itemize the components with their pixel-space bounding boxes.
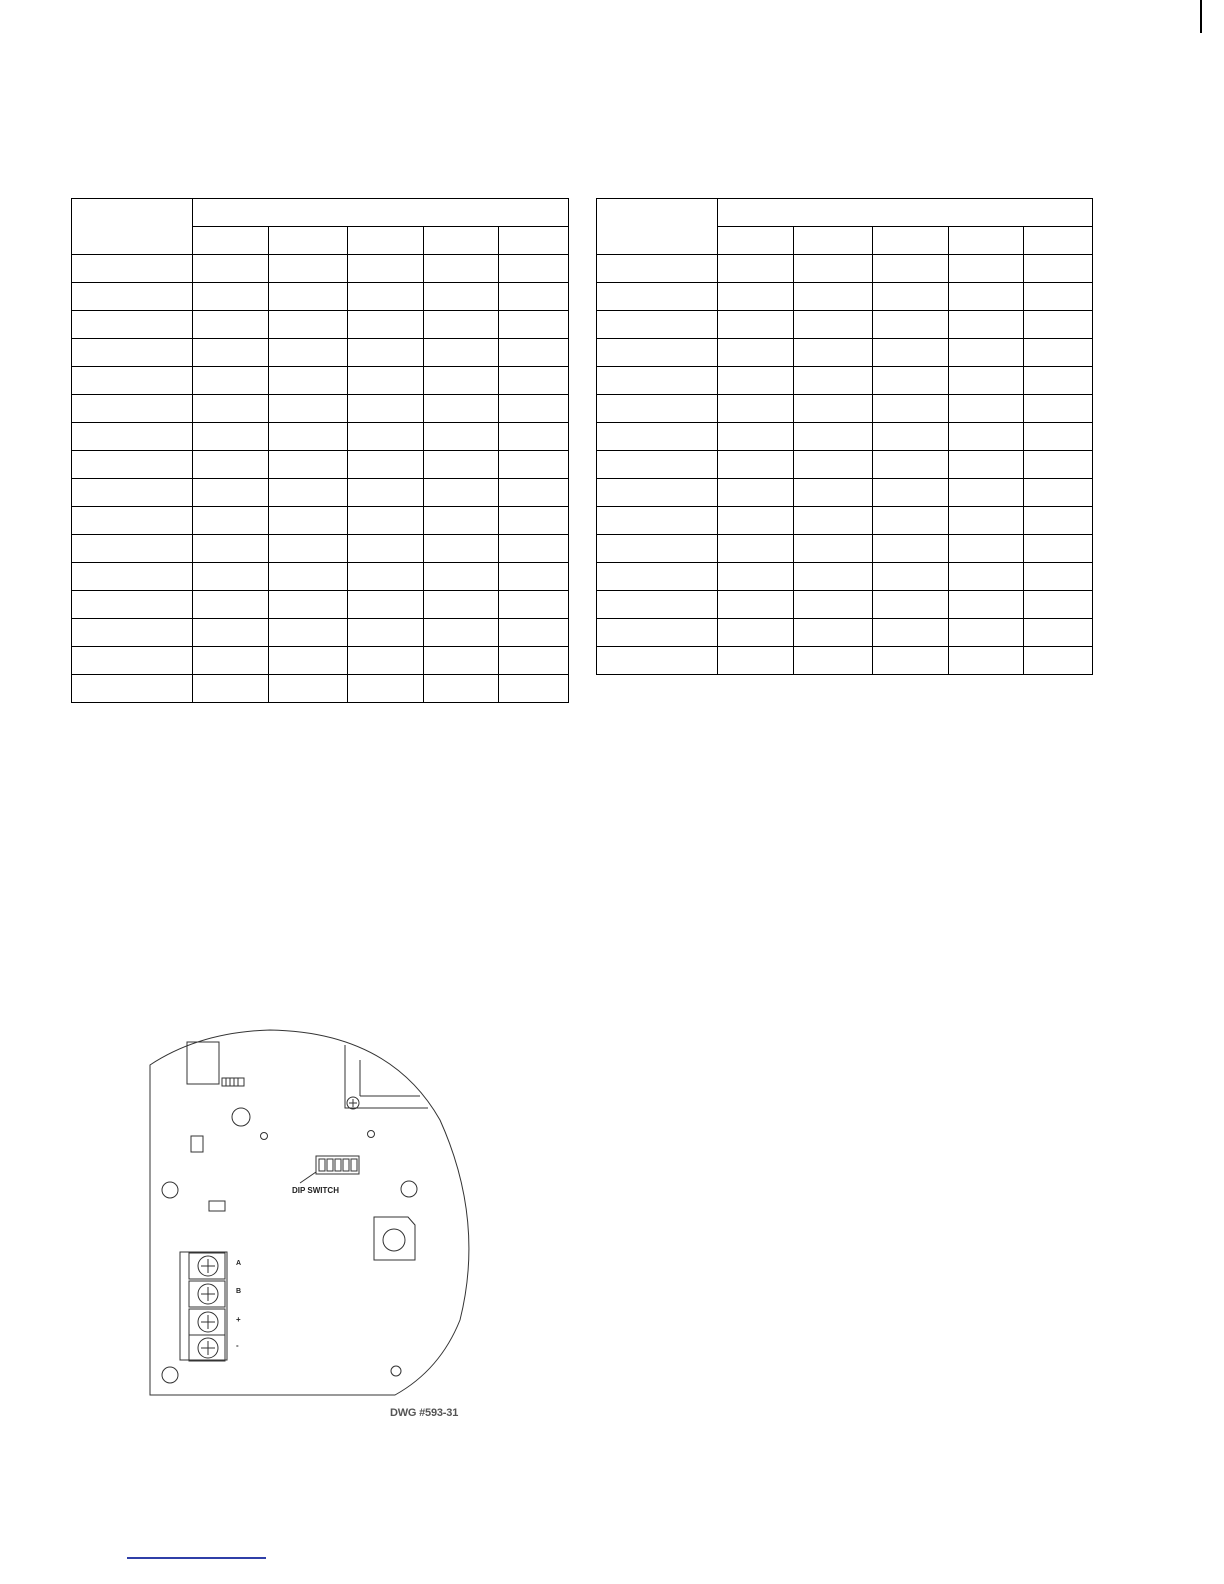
table-cell — [718, 563, 794, 591]
header-cell — [424, 227, 499, 255]
table-cell — [269, 591, 348, 619]
table-cell — [1024, 507, 1093, 535]
potentiometer — [374, 1217, 415, 1260]
table-cell — [873, 255, 949, 283]
table-cell — [269, 283, 348, 311]
table-cell — [873, 283, 949, 311]
table-cell — [949, 451, 1024, 479]
table-cell — [597, 283, 718, 311]
table-cell — [348, 647, 424, 675]
table-cell — [499, 647, 569, 675]
table-cell — [269, 619, 348, 647]
table-row — [597, 395, 1093, 423]
table-cell — [72, 675, 193, 703]
board-outline — [150, 1030, 469, 1395]
table-row — [72, 619, 569, 647]
table-cell — [72, 647, 193, 675]
table-cell — [348, 451, 424, 479]
table-cell — [348, 339, 424, 367]
table-cell — [348, 535, 424, 563]
table-cell — [499, 451, 569, 479]
table-cell — [949, 311, 1024, 339]
table-cell — [794, 451, 873, 479]
table-row — [72, 675, 569, 703]
table-cell — [424, 367, 499, 395]
table-cell — [873, 563, 949, 591]
table-row — [72, 647, 569, 675]
table-cell — [873, 311, 949, 339]
terminal-label-minus: - — [236, 1341, 239, 1350]
table-cell — [193, 479, 269, 507]
table-cell — [499, 535, 569, 563]
table-cell — [794, 423, 873, 451]
table-cell — [1024, 563, 1093, 591]
table-row — [597, 367, 1093, 395]
header-cell — [718, 199, 1093, 227]
mounting-hole — [162, 1367, 178, 1383]
mounting-hole — [162, 1182, 178, 1198]
table-row — [597, 339, 1093, 367]
table-cell — [424, 563, 499, 591]
header-cell — [193, 199, 569, 227]
table-row — [72, 591, 569, 619]
table-cell — [597, 339, 718, 367]
table-cell — [873, 339, 949, 367]
table-row — [597, 535, 1093, 563]
table-cell — [424, 507, 499, 535]
table-cell — [597, 591, 718, 619]
table-cell — [193, 367, 269, 395]
table-cell — [1024, 283, 1093, 311]
table-cell — [499, 675, 569, 703]
table-cell — [424, 451, 499, 479]
table-cell — [424, 535, 499, 563]
table-cell — [424, 619, 499, 647]
drawing-number: DWG #593-31 — [390, 1407, 459, 1419]
table-cell — [873, 451, 949, 479]
connector-block — [187, 1042, 219, 1084]
table-cell — [949, 423, 1024, 451]
table-cell — [424, 255, 499, 283]
table-cell — [348, 311, 424, 339]
table-cell — [718, 451, 794, 479]
table-cell — [72, 395, 193, 423]
table-cell — [949, 339, 1024, 367]
mounting-hole — [232, 1108, 250, 1126]
table-cell — [873, 647, 949, 675]
table-cell — [873, 619, 949, 647]
table-cell — [949, 367, 1024, 395]
table-cell — [193, 283, 269, 311]
table-cell — [718, 591, 794, 619]
table-row — [72, 311, 569, 339]
table-cell — [348, 563, 424, 591]
table-cell — [794, 339, 873, 367]
table-cell — [794, 479, 873, 507]
table-cell — [72, 535, 193, 563]
table-row — [597, 563, 1093, 591]
table-row — [597, 479, 1093, 507]
table-cell — [424, 311, 499, 339]
table-cell — [949, 507, 1024, 535]
circuit-board-diagram — [140, 1020, 480, 1405]
table-cell — [269, 255, 348, 283]
table-cell — [348, 507, 424, 535]
table-cell — [269, 451, 348, 479]
table-cell — [718, 647, 794, 675]
table-cell — [193, 647, 269, 675]
header-cell — [348, 227, 424, 255]
table-cell — [72, 367, 193, 395]
table-cell — [348, 395, 424, 423]
table-cell — [597, 479, 718, 507]
table-row — [72, 367, 569, 395]
mounting-hole — [401, 1181, 417, 1197]
header-cell — [873, 227, 949, 255]
dip-switch-table-left — [71, 198, 569, 703]
table-cell — [499, 283, 569, 311]
header-row — [597, 199, 1093, 227]
table-cell — [718, 535, 794, 563]
table-cell — [1024, 423, 1093, 451]
header-cell — [269, 227, 348, 255]
table-cell — [1024, 535, 1093, 563]
component — [209, 1201, 225, 1211]
table-cell — [949, 283, 1024, 311]
table-cell — [72, 591, 193, 619]
table-cell — [499, 479, 569, 507]
table-cell — [269, 563, 348, 591]
table-cell — [424, 647, 499, 675]
table-cell — [72, 479, 193, 507]
table-cell — [499, 339, 569, 367]
via-hole — [391, 1366, 401, 1376]
table-cell — [794, 647, 873, 675]
table-cell — [873, 535, 949, 563]
table-row — [72, 563, 569, 591]
table-cell — [72, 255, 193, 283]
table-row — [597, 451, 1093, 479]
table-cell — [873, 367, 949, 395]
terminal-label-a: A — [236, 1260, 242, 1267]
table-cell — [499, 591, 569, 619]
table-cell — [499, 311, 569, 339]
table-cell — [949, 479, 1024, 507]
table-cell — [1024, 395, 1093, 423]
table-cell — [269, 395, 348, 423]
table-cell — [348, 479, 424, 507]
table-cell — [794, 283, 873, 311]
table-cell — [718, 423, 794, 451]
table-cell — [348, 619, 424, 647]
table-cell — [193, 255, 269, 283]
table-cell — [72, 507, 193, 535]
table-row — [72, 395, 569, 423]
table-cell — [1024, 479, 1093, 507]
table-cell — [1024, 591, 1093, 619]
table-cell — [794, 255, 873, 283]
table-cell — [424, 675, 499, 703]
table-cell — [499, 255, 569, 283]
table-cell — [499, 367, 569, 395]
table-cell — [193, 451, 269, 479]
table-row — [597, 283, 1093, 311]
header-cell — [794, 227, 873, 255]
table-cell — [424, 479, 499, 507]
table-cell — [499, 395, 569, 423]
table-cell — [193, 563, 269, 591]
table-cell — [348, 675, 424, 703]
table-row — [72, 451, 569, 479]
table-cell — [1024, 311, 1093, 339]
table-row — [72, 339, 569, 367]
header-cell — [1024, 227, 1093, 255]
table-cell — [597, 507, 718, 535]
table-cell — [424, 395, 499, 423]
table-cell — [718, 367, 794, 395]
table-cell — [718, 339, 794, 367]
table-cell — [193, 395, 269, 423]
table-cell — [597, 255, 718, 283]
table-cell — [499, 563, 569, 591]
table-cell — [794, 563, 873, 591]
table-row — [72, 423, 569, 451]
table-cell — [269, 479, 348, 507]
table-cell — [348, 283, 424, 311]
table-row — [597, 423, 1093, 451]
footer-link-underline[interactable] — [127, 1557, 266, 1559]
dip-switch-table-right — [596, 198, 1093, 675]
table-cell — [269, 339, 348, 367]
table-row — [597, 591, 1093, 619]
table-row — [597, 507, 1093, 535]
pin-header — [222, 1078, 244, 1086]
table-cell — [72, 311, 193, 339]
table-cell — [193, 507, 269, 535]
header-cell — [72, 199, 193, 255]
table-cell — [873, 479, 949, 507]
terminal-block — [180, 1252, 227, 1360]
table-row — [72, 535, 569, 563]
table-cell — [269, 675, 348, 703]
terminal-label-b: B — [236, 1288, 242, 1295]
table-cell — [424, 339, 499, 367]
table-cell — [269, 311, 348, 339]
table-cell — [1024, 255, 1093, 283]
table-cell — [193, 311, 269, 339]
table-cell — [269, 423, 348, 451]
table-cell — [597, 311, 718, 339]
table-cell — [949, 395, 1024, 423]
table-cell — [193, 675, 269, 703]
table-cell — [718, 255, 794, 283]
via-hole — [261, 1133, 268, 1140]
table-cell — [72, 563, 193, 591]
table-cell — [348, 255, 424, 283]
table-cell — [269, 535, 348, 563]
table-cell — [597, 563, 718, 591]
table-cell — [269, 367, 348, 395]
table-cell — [424, 423, 499, 451]
table-row — [597, 619, 1093, 647]
table-cell — [499, 507, 569, 535]
table-row — [72, 507, 569, 535]
table-cell — [794, 619, 873, 647]
table-cell — [1024, 619, 1093, 647]
table-cell — [424, 283, 499, 311]
table-cell — [597, 423, 718, 451]
header-cell — [597, 199, 718, 255]
table-cell — [269, 507, 348, 535]
table-cell — [72, 451, 193, 479]
table-cell — [794, 367, 873, 395]
table-row — [597, 311, 1093, 339]
dip-switch-label: DIP SWITCH — [292, 1186, 339, 1195]
table-cell — [193, 619, 269, 647]
table-cell — [718, 507, 794, 535]
table-cell — [873, 423, 949, 451]
table-cell — [949, 619, 1024, 647]
table-cell — [269, 647, 348, 675]
table-cell — [348, 367, 424, 395]
table-cell — [597, 451, 718, 479]
table-cell — [718, 395, 794, 423]
header-cell — [949, 227, 1024, 255]
table-cell — [193, 535, 269, 563]
header-cell — [499, 227, 569, 255]
table-cell — [597, 367, 718, 395]
header-cell — [718, 227, 794, 255]
table-cell — [1024, 339, 1093, 367]
table-cell — [348, 591, 424, 619]
table-cell — [718, 311, 794, 339]
table-cell — [718, 479, 794, 507]
table-cell — [949, 591, 1024, 619]
table-cell — [72, 619, 193, 647]
table-row — [72, 283, 569, 311]
terminal-label-plus: + — [236, 1315, 241, 1324]
table-row — [72, 255, 569, 283]
table-row — [72, 479, 569, 507]
top-edge-rule — [1200, 0, 1202, 33]
table-cell — [193, 423, 269, 451]
table-cell — [794, 507, 873, 535]
table-cell — [72, 339, 193, 367]
table-cell — [873, 591, 949, 619]
header-cell — [193, 227, 269, 255]
table-cell — [949, 647, 1024, 675]
table-cell — [1024, 451, 1093, 479]
table-cell — [72, 283, 193, 311]
table-cell — [873, 507, 949, 535]
table-cell — [193, 591, 269, 619]
table-cell — [1024, 367, 1093, 395]
via-hole — [368, 1131, 375, 1138]
table-cell — [597, 395, 718, 423]
table-cell — [348, 423, 424, 451]
table-cell — [1024, 647, 1093, 675]
header-row — [72, 199, 569, 227]
table-cell — [718, 619, 794, 647]
table-cell — [499, 619, 569, 647]
table-cell — [597, 619, 718, 647]
table-cell — [424, 591, 499, 619]
table-cell — [949, 255, 1024, 283]
table-cell — [597, 647, 718, 675]
table-cell — [718, 283, 794, 311]
table-cell — [499, 423, 569, 451]
table-cell — [949, 563, 1024, 591]
table-cell — [794, 395, 873, 423]
component — [191, 1136, 203, 1152]
table-cell — [193, 339, 269, 367]
table-cell — [794, 591, 873, 619]
table-row — [597, 647, 1093, 675]
table-cell — [597, 535, 718, 563]
table-cell — [873, 395, 949, 423]
table-cell — [949, 535, 1024, 563]
table-cell — [794, 535, 873, 563]
table-cell — [794, 311, 873, 339]
table-cell — [72, 423, 193, 451]
table-row — [597, 255, 1093, 283]
